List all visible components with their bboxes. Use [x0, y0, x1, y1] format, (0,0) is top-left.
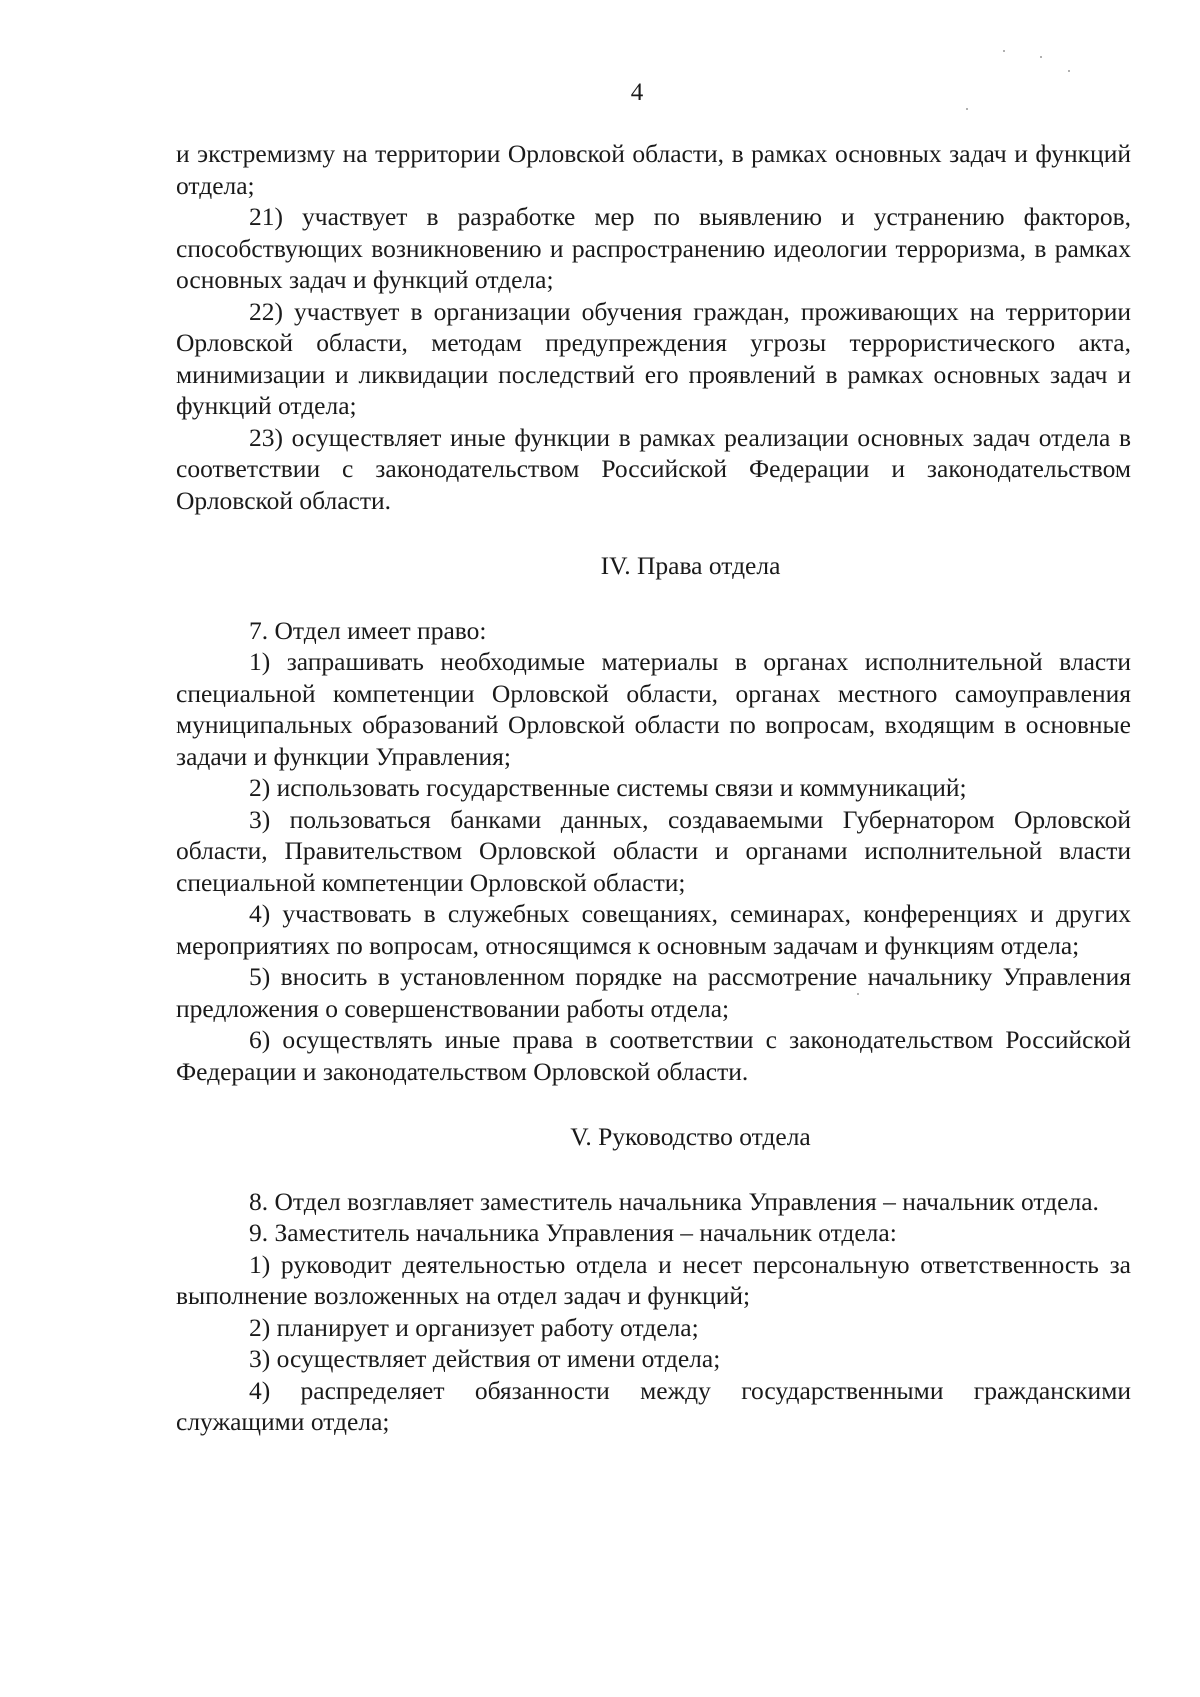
scan-speck: [857, 993, 859, 995]
paragraph: 7. Отдел имеет право:: [249, 615, 487, 645]
scan-speck: [1068, 70, 1070, 72]
functions-list-continuation: [176, 138, 1131, 516]
rights-section: [176, 615, 1131, 1088]
paragraph: 2) планирует и организует работу отдела;: [249, 1312, 699, 1342]
paragraph: 21) участвует в разработке мер по выявлению и устранению факторов, способствующих возникновению и распространению идеологии терроризма, в рамках основных задач и функций отдела;: [176, 202, 1131, 294]
document-body: [176, 138, 1131, 1438]
paragraph: 1) запрашивать необходимые материалы в органах исполнительной власти специальной компетенции Орловской области, органах местного самоуправления муниципальных образований Орловской области по вопросам, входящим в основные задачи и функции Управления;: [176, 647, 1131, 771]
scan-speck: [1040, 56, 1042, 58]
paragraph: 8. Отдел возглавляет заместитель начальника Управления – начальник отдела.: [249, 1186, 1099, 1216]
paragraph: 23) осуществляет иные функции в рамках реализации основных задач отдела в соответствии с законодательством Российской Федерации и законодательством Орловской области.: [176, 422, 1131, 515]
section-heading-rights: IV. Права отдела: [600, 551, 781, 580]
paragraph: и экстремизму на территории Орловской области, в рамках основных задач и функций отдела;: [176, 139, 1131, 200]
paragraph: 6) осуществлять иные права в соответствии с законодательством Российской Федерации и законодательством Орловской области.: [176, 1025, 1131, 1086]
scan-speck: [966, 108, 968, 110]
paragraph: 3) осуществляет действия от имени отдела;: [249, 1344, 721, 1373]
section-heading-management: V. Руководство отдела: [570, 1122, 811, 1151]
paragraph: 4) распределяет обязанности между государственными гражданскими служащими отдела;: [176, 1375, 1131, 1436]
paragraph: 22) участвует в организации обучения граждан, проживающих на территории Орловской области, методам предупреждения угрозы террористического акта, минимизации и ликвидации последствий его проявлений в рамках основных задач и функций отдела;: [176, 296, 1131, 420]
paragraph: 9. Заместитель начальника Управления – начальник отдела:: [249, 1218, 897, 1247]
paragraph: 4) участвовать в служебных совещаниях, семинарах, конференциях и других мероприятиях по вопросам, относящимся к основным задачам и функциям отдела;: [176, 899, 1131, 960]
page-number: 4: [630, 79, 644, 106]
scan-speck: [1003, 50, 1005, 52]
paragraph: 2) использовать государственные системы связи и коммуникаций;: [249, 773, 967, 802]
paragraph: 1) руководит деятельностью отдела и несет персональную ответственность за выполнение возложенных на отдел задач и функций;: [176, 1249, 1131, 1310]
paragraph: 5) вносить в установленном порядке на рассмотрение начальнику Управления предложения о совершенствовании работы отдела;: [176, 962, 1131, 1023]
paragraph: 3) пользоваться банками данных, создаваемыми Губернатором Орловской области, Правительством Орловской области и органами исполнительной власти специальной компетенции Орловской области;: [176, 804, 1131, 897]
management-section: [176, 1186, 1131, 1438]
